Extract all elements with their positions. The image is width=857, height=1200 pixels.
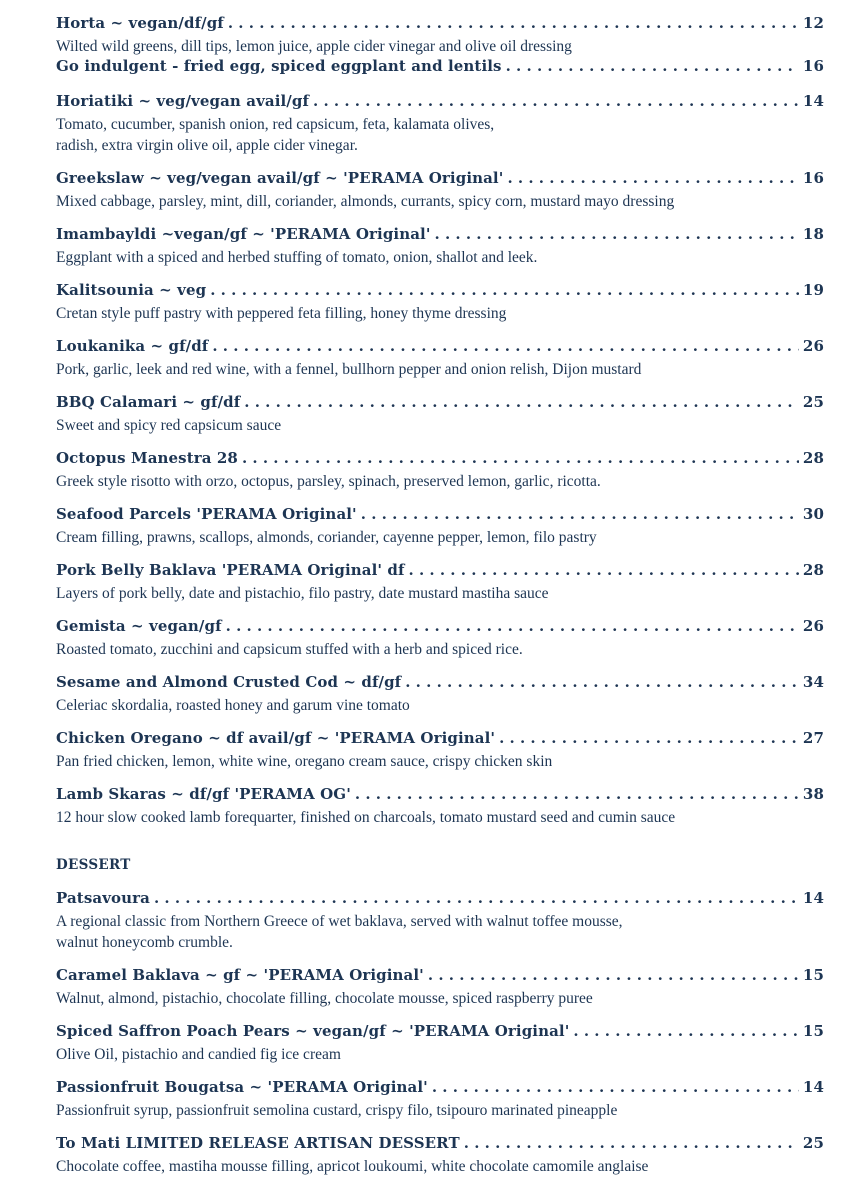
menu-item <box>56 14 824 57</box>
menu-item-description: Pork, garlic, leek and red wine, with a fennel, bullhorn pepper and onion relish, Dijon mustard <box>56 361 642 378</box>
menu-item-name: Spiced Saffron Poach Pears ~ vegan/gf ~ 'PERAMA Original' <box>56 1022 570 1040</box>
menu-item-name: Greekslaw ~ veg/vegan avail/gf ~ 'PERAMA Original' <box>56 169 504 187</box>
menu-item-row <box>56 505 824 527</box>
menu-item-description: Pan fried chicken, lemon, white wine, oregano cream sauce, crispy chicken skin <box>56 753 553 770</box>
menu-item-price: 15 <box>802 966 824 984</box>
menu-item <box>56 561 824 604</box>
menu-item-row <box>56 57 824 79</box>
menu-item <box>56 1078 824 1121</box>
dot-leader <box>428 966 799 984</box>
menu-item-row <box>56 449 824 471</box>
menu-item <box>56 337 824 380</box>
menu-item <box>56 225 824 268</box>
menu-item-description: Greek style risotto with orzo, octopus, parsley, spinach, preserved lemon, garlic, ricotta. <box>56 473 601 490</box>
dot-leader <box>573 1022 799 1040</box>
menu-item-price: 14 <box>802 1078 824 1096</box>
menu-item-name: Loukanika ~ gf/df <box>56 337 209 355</box>
item-spacer <box>56 548 824 561</box>
menu-item-price: 14 <box>802 889 824 907</box>
item-spacer <box>56 660 824 673</box>
item-spacer <box>56 1065 824 1078</box>
menu-item <box>56 966 824 1009</box>
menu-item-row <box>56 673 824 695</box>
menu-item-row <box>56 1022 824 1044</box>
menu-item-name: Seafood Parcels 'PERAMA Original' <box>56 505 357 523</box>
menu-item-name: Chicken Oregano ~ df avail/gf ~ 'PERAMA Original' <box>56 729 496 747</box>
dot-leader <box>435 225 799 243</box>
menu-item-price: 18 <box>802 225 824 243</box>
dot-leader <box>507 169 798 187</box>
menu-item-description: Roasted tomato, zucchini and capsicum stuffed with a herb and spiced rice. <box>56 641 523 658</box>
heading-spacer <box>56 876 824 889</box>
menu-item-description: Wilted wild greens, dill tips, lemon juice, apple cider vinegar and olive oil dressing <box>56 38 572 55</box>
menu-item-price: 26 <box>802 337 824 355</box>
dot-leader <box>405 673 799 691</box>
item-spacer <box>56 492 824 505</box>
dot-leader <box>154 889 799 907</box>
menu-item-row <box>56 337 824 359</box>
menu-item-price: 14 <box>802 92 824 110</box>
menu-item <box>56 449 824 492</box>
menu-item-name: To Mati LIMITED RELEASE ARTISAN DESSERT <box>56 1134 460 1152</box>
menu-item-price: 25 <box>802 393 824 411</box>
menu-item-name: Caramel Baklava ~ gf ~ 'PERAMA Original' <box>56 966 424 984</box>
dot-leader <box>499 729 799 747</box>
menu-item-name: Lamb Skaras ~ df/gf 'PERAMA OG' <box>56 785 351 803</box>
menu-item-row <box>56 281 824 303</box>
menu-item-price: 38 <box>802 785 824 803</box>
item-spacer <box>56 436 824 449</box>
menu-item-row <box>56 225 824 247</box>
dot-leader <box>226 617 799 635</box>
section-spacer <box>56 828 824 854</box>
item-spacer <box>56 156 824 169</box>
menu-item-price: 25 <box>802 1134 824 1152</box>
item-spacer <box>56 212 824 225</box>
menu-item-name: Go indulgent - fried egg, spiced eggplant and lentils <box>56 57 502 75</box>
item-spacer <box>56 1009 824 1022</box>
item-spacer <box>56 324 824 337</box>
menu-item-description: Tomato, cucumber, spanish onion, red capsicum, feta, kalamata olives, <box>56 116 495 133</box>
menu-item <box>56 57 824 79</box>
dessert-heading: DESSERT <box>56 857 131 873</box>
menu-item <box>56 505 824 548</box>
mains-section <box>56 14 824 828</box>
menu-item-price: 26 <box>802 617 824 635</box>
menu-item <box>56 92 824 156</box>
menu-item <box>56 673 824 716</box>
menu-item-row <box>56 561 824 583</box>
item-spacer <box>56 1121 824 1134</box>
menu-item-name: Imambayldi ~vegan/gf ~ 'PERAMA Original' <box>56 225 431 243</box>
menu-item-name: Pork Belly Baklava 'PERAMA Original' df <box>56 561 405 579</box>
menu-item-price: 34 <box>802 673 824 691</box>
menu-item-price: 30 <box>802 505 824 523</box>
menu-item-row <box>56 729 824 751</box>
item-spacer <box>56 79 824 92</box>
menu-item <box>56 393 824 436</box>
menu-item <box>56 617 824 660</box>
menu-item-description: Sweet and spicy red capsicum sauce <box>56 417 282 434</box>
dot-leader <box>228 14 799 32</box>
dot-leader <box>506 57 799 75</box>
menu-item <box>56 729 824 772</box>
menu-item-row <box>56 92 824 114</box>
menu-item-row <box>56 14 824 36</box>
item-spacer <box>56 380 824 393</box>
menu-item-description: Celeriac skordalia, roasted honey and garum vine tomato <box>56 697 410 714</box>
menu-item-name: Sesame and Almond Crusted Cod ~ df/gf <box>56 673 402 691</box>
item-spacer <box>56 604 824 617</box>
menu-item <box>56 1022 824 1065</box>
menu-item-price: 28 <box>802 561 824 579</box>
item-spacer <box>56 772 824 785</box>
dot-leader <box>210 281 799 299</box>
menu-item-description: A regional classic from Northern Greece of wet baklava, served with walnut toffee mousse, <box>56 913 623 930</box>
menu-item <box>56 785 824 828</box>
menu-item-name: Gemista ~ vegan/gf <box>56 617 222 635</box>
item-spacer <box>56 268 824 281</box>
dot-leader <box>361 505 799 523</box>
menu-item-price: 15 <box>802 1022 824 1040</box>
menu-item-price: 27 <box>802 729 824 747</box>
menu-item-description: Cretan style puff pastry with peppered feta filling, honey thyme dressing <box>56 305 507 322</box>
menu-item-name: Passionfruit Bougatsa ~ 'PERAMA Original' <box>56 1078 428 1096</box>
dot-leader <box>432 1078 799 1096</box>
menu-item-row <box>56 169 824 191</box>
menu-item-name: Horiatiki ~ veg/vegan avail/gf <box>56 92 310 110</box>
menu-item-price: 19 <box>802 281 824 299</box>
menu-item-price: 12 <box>802 14 824 32</box>
menu-page <box>56 14 824 1177</box>
menu-item-description: walnut honeycomb crumble. <box>56 934 233 951</box>
menu-item-description: Olive Oil, pistachio and candied fig ice cream <box>56 1046 341 1063</box>
menu-item-row <box>56 1134 824 1156</box>
dot-leader <box>313 92 799 110</box>
menu-item-row <box>56 966 824 988</box>
menu-item-row <box>56 1078 824 1100</box>
menu-item-name: Kalitsounia ~ veg <box>56 281 207 299</box>
item-spacer <box>56 953 824 966</box>
dot-leader <box>212 337 799 355</box>
dot-leader <box>242 449 799 467</box>
menu-item <box>56 281 824 324</box>
menu-item-description: Layers of pork belly, date and pistachio, filo pastry, date mustard mastiha sauce <box>56 585 549 602</box>
menu-item-price: 16 <box>802 57 824 75</box>
menu-item-row <box>56 393 824 415</box>
menu-item-name: Octopus Manestra 28 <box>56 449 238 467</box>
menu-item-description: Passionfruit syrup, passionfruit semolina custard, crispy filo, tsipouro marinated pineapple <box>56 1102 618 1119</box>
menu-item <box>56 889 824 953</box>
menu-item-row <box>56 617 824 639</box>
menu-item-description: Cream filling, prawns, scallops, almonds, coriander, cayenne pepper, lemon, filo pastry <box>56 529 597 546</box>
menu-item-description: Mixed cabbage, parsley, mint, dill, coriander, almonds, currants, spicy corn, mustard mayo dressing <box>56 193 675 210</box>
menu-item <box>56 169 824 212</box>
menu-item-description: 12 hour slow cooked lamb forequarter, finished on charcoals, tomato mustard seed and cumin sauce <box>56 809 676 826</box>
dot-leader <box>409 561 799 579</box>
menu-item-description: Chocolate coffee, mastiha mousse filling, apricot loukoumi, white chocolate camomile anglaise <box>56 1158 649 1175</box>
dot-leader <box>464 1134 799 1152</box>
menu-item-row <box>56 889 824 911</box>
item-spacer <box>56 716 824 729</box>
dot-leader <box>244 393 799 411</box>
menu-item-name: Horta ~ vegan/df/gf <box>56 14 224 32</box>
menu-item-price: 16 <box>802 169 824 187</box>
menu-item-name: BBQ Calamari ~ gf/df <box>56 393 241 411</box>
menu-item-description: Walnut, almond, pistachio, chocolate filling, chocolate mousse, spiced raspberry puree <box>56 990 593 1007</box>
menu-item-description: Eggplant with a spiced and herbed stuffing of tomato, onion, shallot and leek. <box>56 249 538 266</box>
desserts-section <box>56 889 824 1177</box>
menu-item-row <box>56 785 824 807</box>
menu-item-price: 28 <box>802 449 824 467</box>
menu-item-name: Patsavoura <box>56 889 150 907</box>
dot-leader <box>355 785 799 803</box>
menu-item-description: radish, extra virgin olive oil, apple cider vinegar. <box>56 137 358 154</box>
menu-item <box>56 1134 824 1177</box>
